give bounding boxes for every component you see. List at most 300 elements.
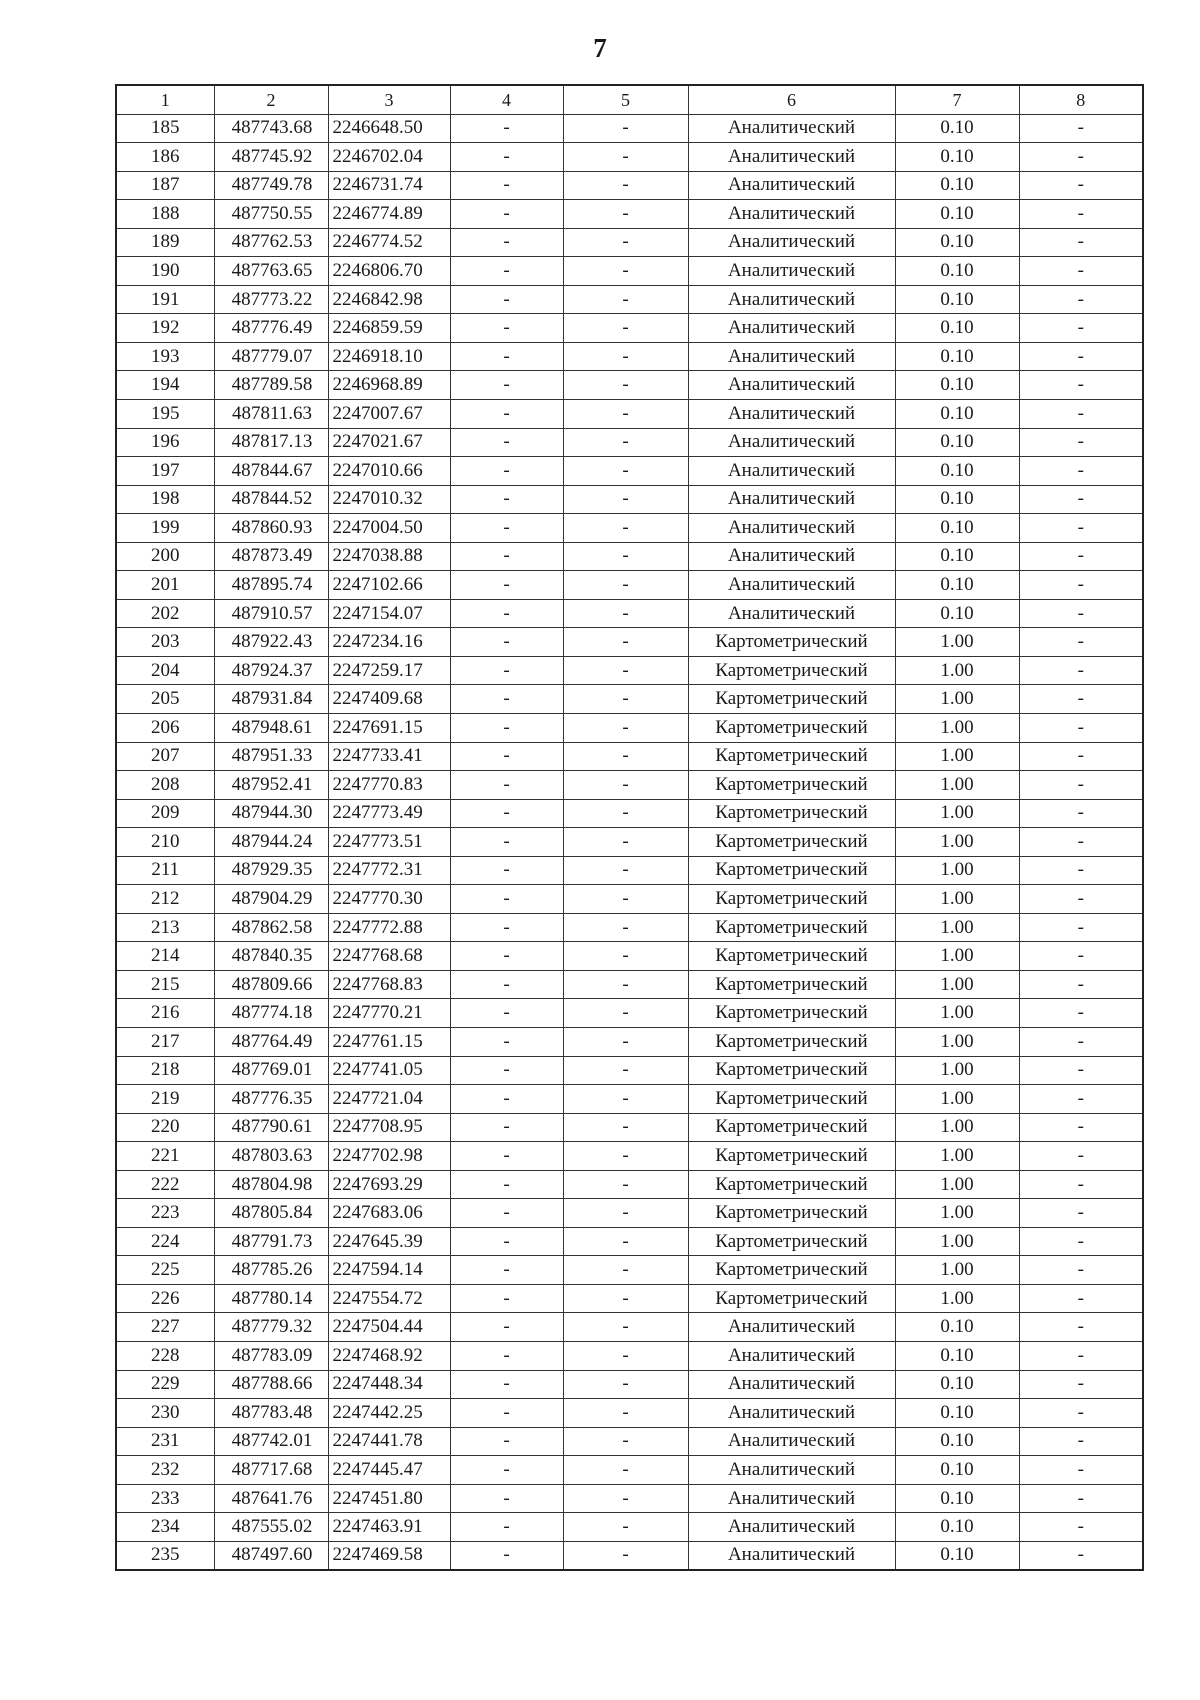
col8-cell: - [1019, 1085, 1143, 1114]
x-coordinate-cell: 487762.53 [214, 228, 328, 257]
y-coordinate-cell: 2247645.39 [328, 1227, 450, 1256]
accuracy-cell: 1.00 [895, 1113, 1019, 1142]
x-coordinate-cell: 487717.68 [214, 1456, 328, 1485]
col5-cell: - [563, 856, 688, 885]
x-coordinate-cell: 487764.49 [214, 1028, 328, 1057]
accuracy-cell: 0.10 [895, 485, 1019, 514]
y-coordinate-cell: 2247448.34 [328, 1370, 450, 1399]
table-body [116, 85, 1143, 1570]
x-coordinate-cell: 487769.01 [214, 1056, 328, 1085]
y-coordinate-cell: 2246648.50 [328, 114, 450, 143]
col4-cell: - [450, 457, 563, 486]
x-coordinate-cell: 487952.41 [214, 771, 328, 800]
col4-cell: - [450, 1370, 563, 1399]
method-cell: Картометрический [688, 1170, 895, 1199]
x-coordinate-cell: 487931.84 [214, 685, 328, 714]
x-coordinate-cell: 487804.98 [214, 1170, 328, 1199]
x-coordinate-cell: 487840.35 [214, 942, 328, 971]
x-coordinate-cell: 487944.24 [214, 828, 328, 857]
y-coordinate-cell: 2247010.66 [328, 457, 450, 486]
point-number-cell: 232 [116, 1456, 214, 1485]
col4-cell: - [450, 628, 563, 657]
x-coordinate-cell: 487783.09 [214, 1342, 328, 1371]
y-coordinate-cell: 2247772.31 [328, 856, 450, 885]
col4-cell: - [450, 742, 563, 771]
point-number-cell: 190 [116, 257, 214, 286]
point-number-cell: 228 [116, 1342, 214, 1371]
table-row [116, 542, 1143, 571]
point-number-cell: 233 [116, 1484, 214, 1513]
accuracy-cell: 1.00 [895, 628, 1019, 657]
table-row [116, 1313, 1143, 1342]
col5-cell: - [563, 1513, 688, 1542]
col5-cell: - [563, 257, 688, 286]
table-row [116, 713, 1143, 742]
method-cell: Аналитический [688, 485, 895, 514]
table-row [116, 257, 1143, 286]
table-row [116, 285, 1143, 314]
method-cell: Аналитический [688, 457, 895, 486]
table-row [116, 771, 1143, 800]
point-number-cell: 191 [116, 285, 214, 314]
col8-cell: - [1019, 143, 1143, 172]
col8-cell: - [1019, 457, 1143, 486]
col5-cell: - [563, 1199, 688, 1228]
header-cell: 4 [450, 85, 563, 114]
col8-cell: - [1019, 571, 1143, 600]
col8-cell: - [1019, 1456, 1143, 1485]
table-row [116, 742, 1143, 771]
col4-cell: - [450, 713, 563, 742]
col8-cell: - [1019, 1541, 1143, 1570]
table-row [116, 628, 1143, 657]
header-cell: 5 [563, 85, 688, 114]
accuracy-cell: 1.00 [895, 685, 1019, 714]
method-cell: Аналитический [688, 200, 895, 229]
accuracy-cell: 0.10 [895, 228, 1019, 257]
col5-cell: - [563, 1427, 688, 1456]
method-cell: Аналитический [688, 1427, 895, 1456]
col5-cell: - [563, 143, 688, 172]
col4-cell: - [450, 1313, 563, 1342]
point-number-cell: 229 [116, 1370, 214, 1399]
method-cell: Аналитический [688, 571, 895, 600]
col8-cell: - [1019, 1113, 1143, 1142]
point-number-cell: 207 [116, 742, 214, 771]
col4-cell: - [450, 1113, 563, 1142]
y-coordinate-cell: 2247409.68 [328, 685, 450, 714]
y-coordinate-cell: 2246859.59 [328, 314, 450, 343]
x-coordinate-cell: 487783.48 [214, 1399, 328, 1428]
col5-cell: - [563, 828, 688, 857]
col8-cell: - [1019, 485, 1143, 514]
table-row [116, 970, 1143, 999]
method-cell: Аналитический [688, 1399, 895, 1428]
y-coordinate-cell: 2247445.47 [328, 1456, 450, 1485]
y-coordinate-cell: 2247154.07 [328, 599, 450, 628]
method-cell: Картометрический [688, 742, 895, 771]
col8-cell: - [1019, 1513, 1143, 1542]
col4-cell: - [450, 571, 563, 600]
y-coordinate-cell: 2247234.16 [328, 628, 450, 657]
method-cell: Картометрический [688, 942, 895, 971]
point-number-cell: 219 [116, 1085, 214, 1114]
table-header-row [116, 85, 1143, 114]
point-number-cell: 209 [116, 799, 214, 828]
col5-cell: - [563, 913, 688, 942]
col8-cell: - [1019, 771, 1143, 800]
table-row [116, 828, 1143, 857]
col5-cell: - [563, 200, 688, 229]
col5-cell: - [563, 942, 688, 971]
table-row [116, 1170, 1143, 1199]
col8-cell: - [1019, 1313, 1143, 1342]
accuracy-cell: 0.10 [895, 514, 1019, 543]
col4-cell: - [450, 999, 563, 1028]
col5-cell: - [563, 114, 688, 143]
table-row [116, 685, 1143, 714]
y-coordinate-cell: 2247693.29 [328, 1170, 450, 1199]
header-cell: 3 [328, 85, 450, 114]
col4-cell: - [450, 257, 563, 286]
col4-cell: - [450, 1484, 563, 1513]
header-cell: 8 [1019, 85, 1143, 114]
accuracy-cell: 0.10 [895, 285, 1019, 314]
col4-cell: - [450, 1541, 563, 1570]
y-coordinate-cell: 2247683.06 [328, 1199, 450, 1228]
accuracy-cell: 0.10 [895, 1427, 1019, 1456]
table-row [116, 1284, 1143, 1313]
header-cell: 7 [895, 85, 1019, 114]
accuracy-cell: 1.00 [895, 1199, 1019, 1228]
col5-cell: - [563, 799, 688, 828]
table-row [116, 1056, 1143, 1085]
accuracy-cell: 0.10 [895, 1541, 1019, 1570]
y-coordinate-cell: 2247102.66 [328, 571, 450, 600]
point-number-cell: 234 [116, 1513, 214, 1542]
method-cell: Картометрический [688, 999, 895, 1028]
y-coordinate-cell: 2247770.30 [328, 885, 450, 914]
y-coordinate-cell: 2246806.70 [328, 257, 450, 286]
col4-cell: - [450, 771, 563, 800]
y-coordinate-cell: 2247773.49 [328, 799, 450, 828]
col4-cell: - [450, 371, 563, 400]
col4-cell: - [450, 1170, 563, 1199]
x-coordinate-cell: 487785.26 [214, 1256, 328, 1285]
x-coordinate-cell: 487944.30 [214, 799, 328, 828]
y-coordinate-cell: 2247770.21 [328, 999, 450, 1028]
col5-cell: - [563, 228, 688, 257]
col4-cell: - [450, 1085, 563, 1114]
col8-cell: - [1019, 713, 1143, 742]
table-row [116, 1484, 1143, 1513]
col8-cell: - [1019, 371, 1143, 400]
y-coordinate-cell: 2247554.72 [328, 1284, 450, 1313]
col8-cell: - [1019, 999, 1143, 1028]
method-cell: Аналитический [688, 1541, 895, 1570]
y-coordinate-cell: 2247721.04 [328, 1085, 450, 1114]
x-coordinate-cell: 487555.02 [214, 1513, 328, 1542]
col8-cell: - [1019, 970, 1143, 999]
accuracy-cell: 1.00 [895, 742, 1019, 771]
table-row [116, 485, 1143, 514]
point-number-cell: 217 [116, 1028, 214, 1057]
accuracy-cell: 1.00 [895, 913, 1019, 942]
col8-cell: - [1019, 1199, 1143, 1228]
col5-cell: - [563, 1484, 688, 1513]
col8-cell: - [1019, 1256, 1143, 1285]
method-cell: Картометрический [688, 799, 895, 828]
point-number-cell: 223 [116, 1199, 214, 1228]
col5-cell: - [563, 685, 688, 714]
col8-cell: - [1019, 399, 1143, 428]
table-row [116, 399, 1143, 428]
method-cell: Аналитический [688, 599, 895, 628]
col4-cell: - [450, 114, 563, 143]
col4-cell: - [450, 1513, 563, 1542]
y-coordinate-cell: 2247451.80 [328, 1484, 450, 1513]
method-cell: Аналитический [688, 171, 895, 200]
method-cell: Аналитический [688, 228, 895, 257]
method-cell: Аналитический [688, 399, 895, 428]
col8-cell: - [1019, 942, 1143, 971]
method-cell: Картометрический [688, 771, 895, 800]
x-coordinate-cell: 487790.61 [214, 1113, 328, 1142]
col4-cell: - [450, 942, 563, 971]
table-row [116, 514, 1143, 543]
header-cell: 6 [688, 85, 895, 114]
col4-cell: - [450, 1028, 563, 1057]
accuracy-cell: 1.00 [895, 1056, 1019, 1085]
accuracy-cell: 0.10 [895, 399, 1019, 428]
accuracy-cell: 0.10 [895, 457, 1019, 486]
point-number-cell: 197 [116, 457, 214, 486]
x-coordinate-cell: 487805.84 [214, 1199, 328, 1228]
point-number-cell: 199 [116, 514, 214, 543]
col8-cell: - [1019, 799, 1143, 828]
y-coordinate-cell: 2247768.83 [328, 970, 450, 999]
col8-cell: - [1019, 856, 1143, 885]
col5-cell: - [563, 1256, 688, 1285]
accuracy-cell: 1.00 [895, 799, 1019, 828]
point-number-cell: 222 [116, 1170, 214, 1199]
col5-cell: - [563, 342, 688, 371]
col8-cell: - [1019, 200, 1143, 229]
header-cell: 1 [116, 85, 214, 114]
method-cell: Картометрический [688, 1085, 895, 1114]
x-coordinate-cell: 487922.43 [214, 628, 328, 657]
x-coordinate-cell: 487776.35 [214, 1085, 328, 1114]
y-coordinate-cell: 2247259.17 [328, 656, 450, 685]
col4-cell: - [450, 970, 563, 999]
y-coordinate-cell: 2246702.04 [328, 143, 450, 172]
method-cell: Картометрический [688, 856, 895, 885]
col4-cell: - [450, 428, 563, 457]
method-cell: Картометрический [688, 913, 895, 942]
accuracy-cell: 0.10 [895, 1484, 1019, 1513]
col4-cell: - [450, 143, 563, 172]
point-number-cell: 192 [116, 314, 214, 343]
point-number-cell: 205 [116, 685, 214, 714]
col8-cell: - [1019, 1427, 1143, 1456]
y-coordinate-cell: 2247469.58 [328, 1541, 450, 1570]
table-row [116, 1256, 1143, 1285]
col5-cell: - [563, 571, 688, 600]
method-cell: Картометрический [688, 1199, 895, 1228]
accuracy-cell: 1.00 [895, 999, 1019, 1028]
col8-cell: - [1019, 542, 1143, 571]
table-row [116, 457, 1143, 486]
x-coordinate-cell: 487844.67 [214, 457, 328, 486]
table-row [116, 114, 1143, 143]
table-row [116, 942, 1143, 971]
method-cell: Картометрический [688, 1227, 895, 1256]
x-coordinate-cell: 487788.66 [214, 1370, 328, 1399]
col8-cell: - [1019, 514, 1143, 543]
point-number-cell: 189 [116, 228, 214, 257]
accuracy-cell: 0.10 [895, 1370, 1019, 1399]
x-coordinate-cell: 487763.65 [214, 257, 328, 286]
method-cell: Картометрический [688, 1113, 895, 1142]
table-row [116, 1113, 1143, 1142]
col5-cell: - [563, 742, 688, 771]
y-coordinate-cell: 2246774.89 [328, 200, 450, 229]
point-number-cell: 225 [116, 1256, 214, 1285]
x-coordinate-cell: 487742.01 [214, 1427, 328, 1456]
table-row [116, 571, 1143, 600]
y-coordinate-cell: 2247773.51 [328, 828, 450, 857]
accuracy-cell: 1.00 [895, 713, 1019, 742]
col5-cell: - [563, 1113, 688, 1142]
col4-cell: - [450, 1456, 563, 1485]
point-number-cell: 235 [116, 1541, 214, 1570]
y-coordinate-cell: 2246918.10 [328, 342, 450, 371]
table-row [116, 200, 1143, 229]
accuracy-cell: 0.10 [895, 1313, 1019, 1342]
col4-cell: - [450, 1427, 563, 1456]
x-coordinate-cell: 487641.76 [214, 1484, 328, 1513]
point-number-cell: 220 [116, 1113, 214, 1142]
method-cell: Аналитический [688, 342, 895, 371]
table-row [116, 856, 1143, 885]
method-cell: Аналитический [688, 514, 895, 543]
col4-cell: - [450, 799, 563, 828]
accuracy-cell: 1.00 [895, 1227, 1019, 1256]
method-cell: Аналитический [688, 428, 895, 457]
col8-cell: - [1019, 1028, 1143, 1057]
col4-cell: - [450, 1142, 563, 1171]
accuracy-cell: 1.00 [895, 1284, 1019, 1313]
method-cell: Аналитический [688, 1313, 895, 1342]
point-number-cell: 202 [116, 599, 214, 628]
col4-cell: - [450, 656, 563, 685]
col8-cell: - [1019, 228, 1143, 257]
table-row [116, 1342, 1143, 1371]
method-cell: Картометрический [688, 628, 895, 657]
y-coordinate-cell: 2246731.74 [328, 171, 450, 200]
col8-cell: - [1019, 257, 1143, 286]
x-coordinate-cell: 487873.49 [214, 542, 328, 571]
method-cell: Аналитический [688, 1456, 895, 1485]
table-row [116, 1227, 1143, 1256]
method-cell: Картометрический [688, 1056, 895, 1085]
table-row [116, 428, 1143, 457]
point-number-cell: 221 [116, 1142, 214, 1171]
table-row [116, 1199, 1143, 1228]
x-coordinate-cell: 487948.61 [214, 713, 328, 742]
table-row [116, 1370, 1143, 1399]
col5-cell: - [563, 1056, 688, 1085]
col4-cell: - [450, 599, 563, 628]
col5-cell: - [563, 999, 688, 1028]
col8-cell: - [1019, 913, 1143, 942]
col8-cell: - [1019, 171, 1143, 200]
col4-cell: - [450, 399, 563, 428]
col4-cell: - [450, 1056, 563, 1085]
col4-cell: - [450, 542, 563, 571]
point-number-cell: 194 [116, 371, 214, 400]
accuracy-cell: 0.10 [895, 171, 1019, 200]
accuracy-cell: 0.10 [895, 599, 1019, 628]
col8-cell: - [1019, 1170, 1143, 1199]
x-coordinate-cell: 487779.32 [214, 1313, 328, 1342]
x-coordinate-cell: 487904.29 [214, 885, 328, 914]
col8-cell: - [1019, 314, 1143, 343]
method-cell: Аналитический [688, 1484, 895, 1513]
y-coordinate-cell: 2247504.44 [328, 1313, 450, 1342]
col5-cell: - [563, 485, 688, 514]
y-coordinate-cell: 2247010.32 [328, 485, 450, 514]
col5-cell: - [563, 399, 688, 428]
method-cell: Аналитический [688, 1342, 895, 1371]
point-number-cell: 187 [116, 171, 214, 200]
method-cell: Аналитический [688, 371, 895, 400]
col4-cell: - [450, 342, 563, 371]
y-coordinate-cell: 2247594.14 [328, 1256, 450, 1285]
accuracy-cell: 1.00 [895, 1085, 1019, 1114]
point-number-cell: 201 [116, 571, 214, 600]
x-coordinate-cell: 487811.63 [214, 399, 328, 428]
table-row [116, 143, 1143, 172]
col8-cell: - [1019, 656, 1143, 685]
table-row [116, 1456, 1143, 1485]
accuracy-cell: 1.00 [895, 1142, 1019, 1171]
accuracy-cell: 0.10 [895, 1513, 1019, 1542]
accuracy-cell: 1.00 [895, 1028, 1019, 1057]
accuracy-cell: 0.10 [895, 257, 1019, 286]
accuracy-cell: 0.10 [895, 428, 1019, 457]
col5-cell: - [563, 1342, 688, 1371]
x-coordinate-cell: 487749.78 [214, 171, 328, 200]
col5-cell: - [563, 1284, 688, 1313]
point-number-cell: 213 [116, 913, 214, 942]
x-coordinate-cell: 487743.68 [214, 114, 328, 143]
accuracy-cell: 0.10 [895, 143, 1019, 172]
method-cell: Картометрический [688, 1142, 895, 1171]
y-coordinate-cell: 2246774.52 [328, 228, 450, 257]
accuracy-cell: 0.10 [895, 1399, 1019, 1428]
col4-cell: - [450, 885, 563, 914]
col5-cell: - [563, 1227, 688, 1256]
table-row [116, 656, 1143, 685]
header-cell: 2 [214, 85, 328, 114]
y-coordinate-cell: 2247004.50 [328, 514, 450, 543]
accuracy-cell: 1.00 [895, 771, 1019, 800]
y-coordinate-cell: 2247007.67 [328, 399, 450, 428]
col4-cell: - [450, 1342, 563, 1371]
x-coordinate-cell: 487862.58 [214, 913, 328, 942]
col8-cell: - [1019, 885, 1143, 914]
